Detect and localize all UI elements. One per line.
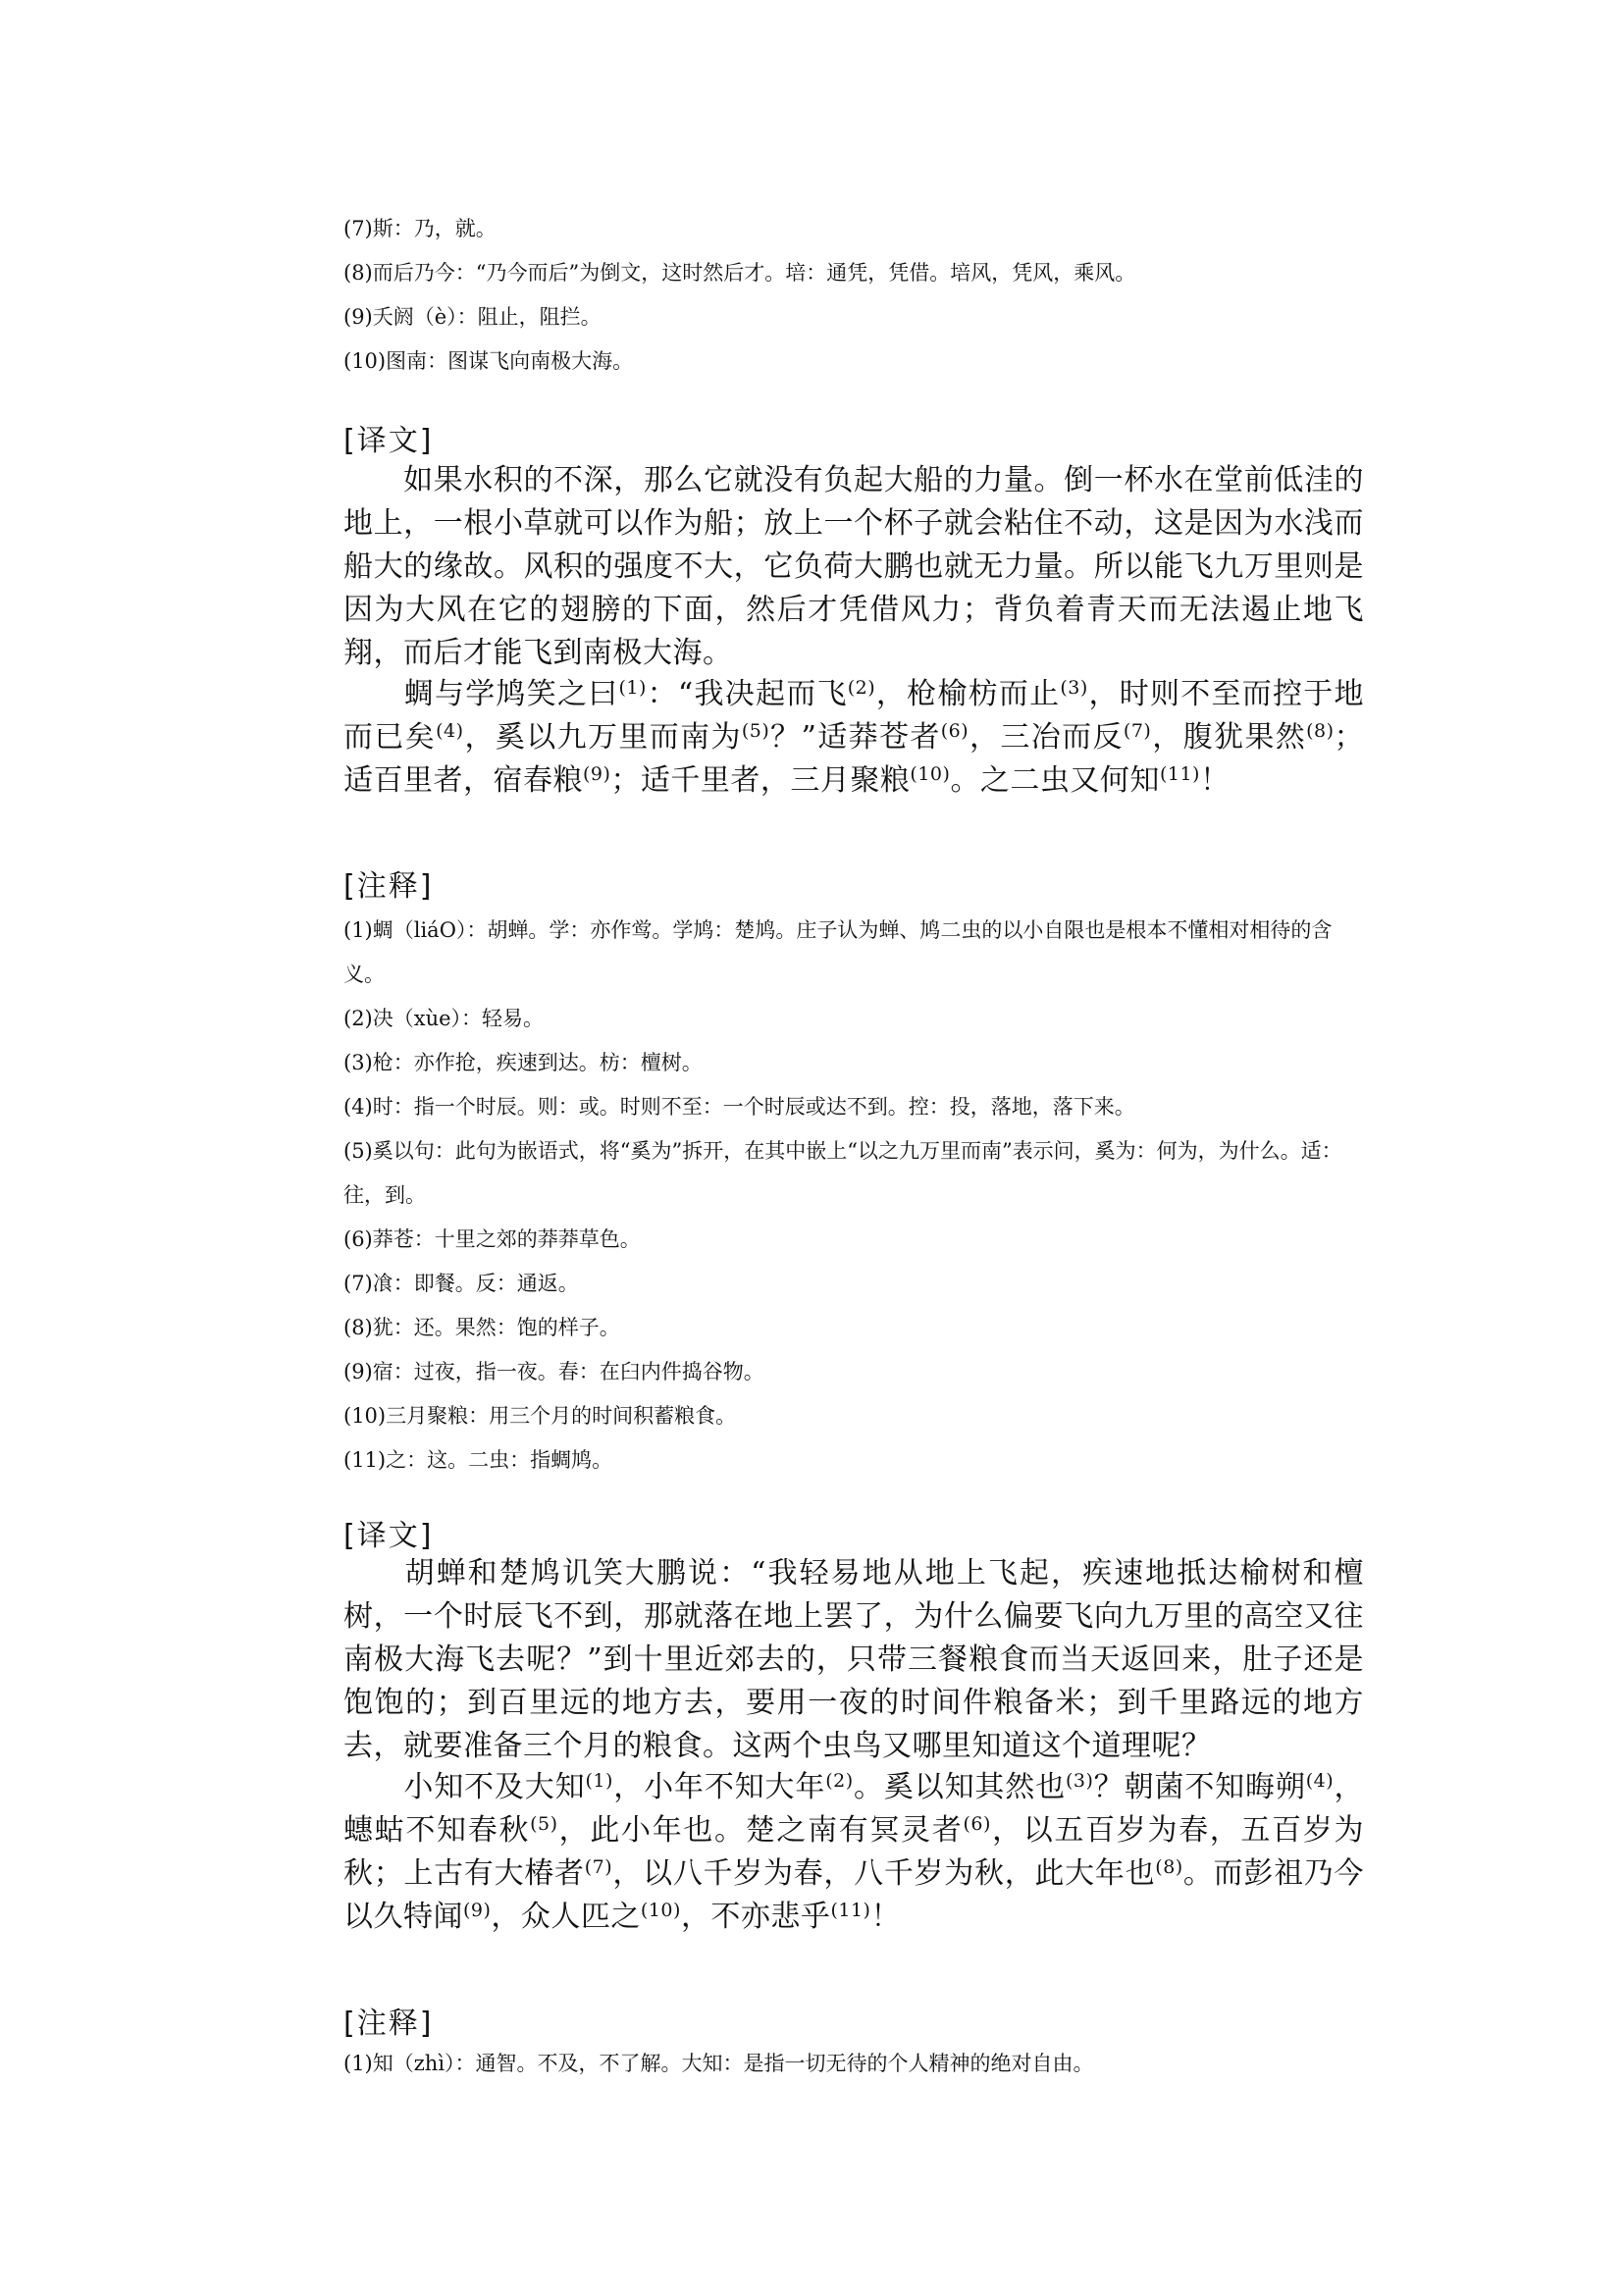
original-text: ，腹犹果然 — [1151, 720, 1307, 755]
footnote-ref: (2) — [825, 1770, 854, 1792]
note-item: (2)决（xùe）：轻易。 — [343, 1007, 545, 1030]
note-item: (9)宿：过夜，指一夜。春：在臼内件捣谷物。 — [343, 1360, 764, 1383]
section-heading-translation: [译文] — [343, 1519, 434, 1553]
footnote-ref: (10) — [640, 1900, 681, 1921]
note-item: (10)图南：图谋飞向南极大海。 — [343, 349, 634, 373]
translation-text: 如果水积的不深，那么它就没有负起大船的力量。倒一杯水在堂前低洼的地上，一根小草就可以作为船；放上一个杯子就会粘住不动，这是因为水浅而船大的缘故。风积的强度不大，它负荷大鹏也就无力量。所以能飞九万里则是因为大风在它的翅膀的下面，然后才凭借风力；背负着青天而无法遏止地飞翔，而后才能飞到南极大海。 — [343, 463, 1364, 670]
footnote-ref: (5) — [741, 720, 770, 742]
footnote-ref: (1) — [618, 677, 647, 699]
footnote-ref: (4) — [1305, 1770, 1335, 1792]
footnote-ref: (6) — [940, 720, 969, 742]
original-text: ！ — [1199, 763, 1231, 798]
footnote-ref: (6) — [963, 1813, 991, 1835]
original-text: ：“我决起而飞 — [646, 677, 848, 711]
note-item: (8)而后乃今：“乃今而后”为倒文，这时然后才。培：通凭，凭借。培风，凭风，乘风。 — [343, 261, 1136, 285]
footnote-ref: (8) — [1155, 1856, 1183, 1878]
notes-bottom — [343, 2042, 1364, 2086]
original-paragraph — [343, 1766, 1364, 1939]
translation-paragraph — [343, 1552, 1364, 1768]
original-text: 。之二虫又何知 — [950, 763, 1160, 798]
footnote-ref: (3) — [1060, 677, 1088, 699]
note-item: (10)三月聚粮：用三个月的时间积蓄粮食。 — [343, 1404, 737, 1428]
original-text: ，以八千岁为春，八千岁为秋，此大年也 — [612, 1856, 1156, 1891]
original-text: ，蟪蛄不知春秋 — [343, 1770, 1365, 1848]
note-item: (3)枪：亦作抢，疾速到达。枋：檀树。 — [343, 1051, 703, 1074]
footnote-ref: (7) — [1123, 720, 1152, 742]
section-heading-translation: [译文] — [343, 424, 434, 458]
original-text: 蜩与学鸠笑之曰 — [403, 677, 619, 711]
original-text: 。而彭祖乃今以久特闻 — [343, 1856, 1365, 1934]
footnote-ref: (1) — [585, 1770, 613, 1792]
original-text: ，不亦悲乎 — [680, 1900, 831, 1934]
footnote-ref: (11) — [830, 1900, 871, 1921]
original-text: ，众人匹之 — [491, 1900, 641, 1934]
translation-paragraph — [343, 459, 1364, 675]
note-item: (8)犹：还。果然：饱的样子。 — [343, 1316, 620, 1339]
original-text: ，小年不知大年 — [612, 1770, 826, 1804]
original-text: ，三冶而反 — [969, 720, 1124, 755]
translation-text: 胡蝉和楚鸠讥笑大鹏说：“我轻易地从地上飞起，疾速地抵达榆树和檀树，一个时辰飞不到，那就落在地上罢了，为什么偏要飞向九万里的高空又往南极大海飞去呢？”到十里近郊去的，只带三餐粮食而当天返回来，肚子还是饱饱的；到百里远的地方去，要用一夜的时间件粮备米；到千里路远的地方去，就要准备三个月的粮食。这两个虫鸟又哪里知道这个道理呢？ — [343, 1556, 1364, 1763]
section-heading-notes: [注释] — [343, 869, 434, 904]
original-text: ，枪榆枋而止 — [875, 677, 1061, 711]
original-text: ？朝菌不知晦朔 — [1093, 1770, 1306, 1804]
footnote-ref: (9) — [583, 763, 611, 785]
footnote-ref: (9) — [463, 1900, 492, 1921]
original-text: ？”适莽苍者 — [769, 720, 941, 755]
original-text: ，时则不至而控于地而已矣 — [343, 677, 1365, 755]
original-text: ；适百里者，宿春粮 — [343, 720, 1365, 798]
footnote-ref: (10) — [910, 763, 951, 785]
original-text: 小知不及大知 — [403, 1770, 586, 1804]
note-item: (5)奚以句：此句为嵌语式，将“奚为”拆开，在其中嵌上“以之九万里而南”表示问，奚为：何为，为什么。适：往，到。 — [343, 1139, 1342, 1207]
original-text: 。奚以知其然也 — [853, 1770, 1066, 1804]
notes-top — [343, 207, 1135, 384]
note-item: (9)夭阏（è）：阻止，阻拦。 — [343, 305, 602, 329]
notes-middle — [343, 909, 1364, 1483]
original-text: ！ — [870, 1900, 901, 1934]
footnote-ref: (5) — [530, 1813, 558, 1835]
original-text: ，奚以九万里而南为 — [463, 720, 742, 755]
note-item: (11)之：这。二虫：指蜩鸠。 — [343, 1448, 613, 1472]
note-item: (7)飡：即餐。反：通返。 — [343, 1272, 579, 1295]
note-item: (6)莽苍：十里之郊的莽莽草色。 — [343, 1227, 641, 1251]
note-item: (1)知（zhì）：通智。不及，不了解。大知：是指一切无待的个人精神的绝对自由。 — [343, 2052, 1094, 2075]
original-text: ，以五百岁为春，五百岁为秋；上古有大椿者 — [343, 1813, 1365, 1891]
footnote-ref: (4) — [436, 720, 464, 742]
footnote-ref: (3) — [1065, 1770, 1094, 1792]
footnote-ref: (11) — [1159, 763, 1200, 785]
note-item: (4)时：指一个时辰。则：或。时则不至：一个时辰或达不到。控：投，落地，落下来。 — [343, 1095, 1135, 1119]
footnote-ref: (7) — [584, 1856, 613, 1878]
note-item: (1)蜩（liáO）：胡蝉。学：亦作鸴。学鸠：楚鸠。庄子认为蝉、鸠二虫的以小自限也是根本不懂相对相待的含义。 — [343, 918, 1333, 986]
original-paragraph — [343, 673, 1364, 803]
section-heading-notes: [注释] — [343, 2007, 434, 2041]
note-item: (7)斯：乃，就。 — [343, 217, 497, 240]
original-text: ，此小年也。楚之南有冥灵者 — [557, 1813, 964, 1848]
footnote-ref: (8) — [1306, 720, 1335, 742]
footnote-ref: (2) — [847, 677, 876, 699]
original-text: ；适千里者，三月聚粮 — [610, 763, 911, 798]
